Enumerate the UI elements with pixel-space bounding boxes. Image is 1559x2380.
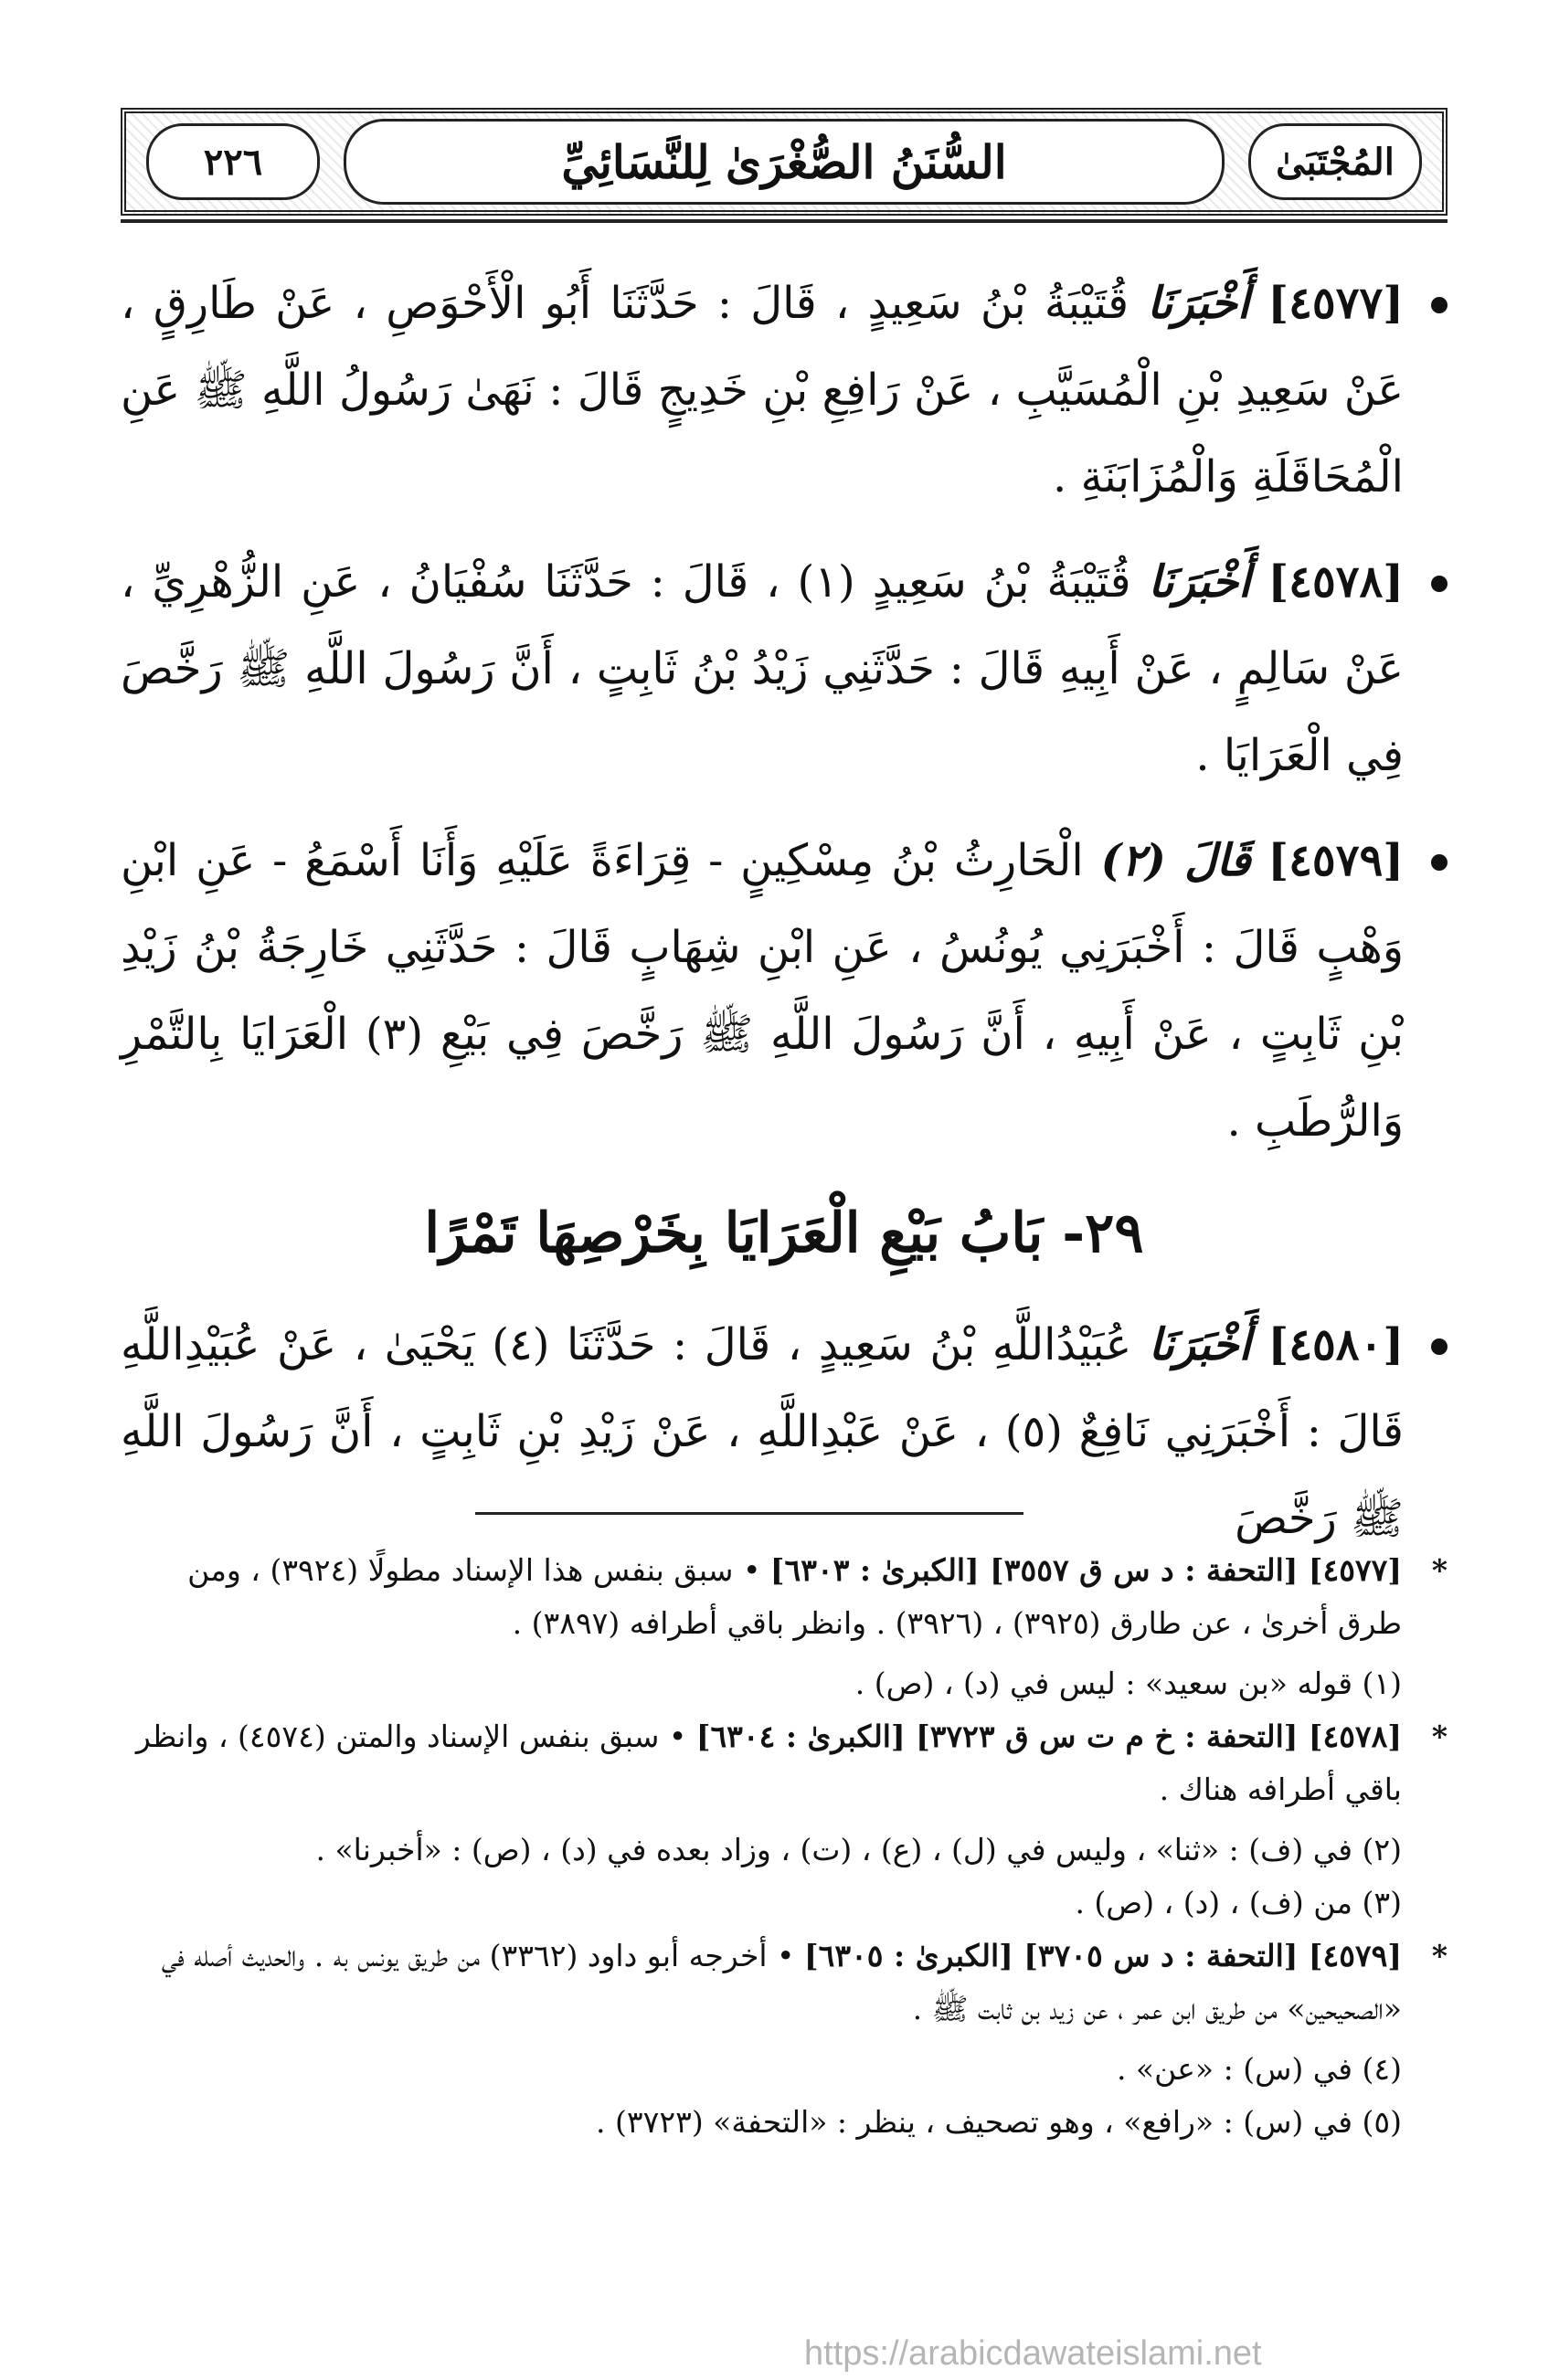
hadith-text: قُتَيْبَةُ بْنُ سَعِيدٍ ، قَالَ : حَدَّثَنَا أَبُو الْأَحْوَصِ ، عَنْ طَارِقٍ ، عَنْ سَعِيدِ بْنِ الْمُسَيَّبِ ، عَنْ رَافِعِ بْنِ خَدِيجٍ قَالَ : نَهَىٰ رَسُولُ اللَّهِ ﷺ عَنِ الْمُحَاقَلَةِ وَالْمُزَابَنَةِ . [121,278,1404,502]
hadith-lead: أَخْبَرَنَا [1147,278,1250,329]
note-star: * [1431,1552,1448,1588]
note-4578 [121,1710,1448,1816]
note-text: • أخرجه أبو داود (٣٣٦٢) من طريق يونس به . والحديث أصله في «الصحيحين» من طريق ابن عمر ، عن زيد بن ثابت ﷺ . [161,1938,1402,2026]
note-text: • سبق بنفس هذا الإسناد مطولًا (٣٩٢٤) ، ومن طرق أخرىٰ ، عن طارق (٣٩٢٥) ، (٣٩٢٦) . وانظر باقي أطرافه (٣٨٩٧) . [187,1552,1402,1641]
hadith-number: [٤٥٧٧] [1267,278,1404,329]
main-text [121,260,1448,1581]
hadith-text: عُبَيْدُاللَّهِ بْنُ سَعِيدٍ ، قَالَ : حَدَّثَنَا (٤) يَحْيَىٰ ، عَنْ عُبَيْدِاللَّهِ قَالَ : أَخْبَرَنِي نَافِعٌ (٥) ، عَنْ عَبْدِاللَّهِ ، عَنْ زَيْدِ بْنِ ثَابِتٍ ، أَنَّ رَسُولَ اللَّهِ ﷺ رَخَّصَ [121,1319,1404,1544]
note-head: [٤٥٧٩] [التحفة : د س ٣٧٠٥] [الكبرىٰ : ٦٣٠٥] [804,1938,1402,1973]
running-title: السُّنَنُ الصُّغْرَىٰ لِلنَّسَائِيِّ [344,119,1225,205]
page-number: ٢٢٦ [146,123,320,200]
hadith-number: [٤٥٨٠] [1267,1319,1405,1370]
note-4579 [121,1930,1448,2036]
footnote-5: (٥) في (س) : «رافع» ، وهو تصحيف ، ينظر : «التحفة» (٣٧٢٣) . [596,2104,1402,2140]
header-rule [121,219,1448,223]
bullet-dot [1431,854,1448,871]
hadith-lead: قَالَ (٢) [1100,835,1251,886]
note-head: [٤٥٧٨] [التحفة : خ م ت س ق ٣٧٢٣] [الكبرىٰ : ٦٣٠٤] [695,1719,1402,1754]
footnote-4: (٤) في (س) : «عن» . [1116,2051,1402,2087]
hadith-text: الْحَارِثُ بْنُ مِسْكِينٍ - قِرَاءَةً عَلَيْهِ وَأَنَا أَسْمَعُ - عَنِ ابْنِ وَهْبٍ قَالَ : أَخْبَرَنِي يُونُسُ ، عَنِ ابْنِ شِهَابٍ قَالَ : حَدَّثَنِي خَارِجَةُ بْنُ زَيْدِ بْنِ ثَابِتٍ ، عَنْ أَبِيهِ ، أَنَّ رَسُولَ اللَّهِ ﷺ رَخَّصَ فِي بَيْعِ (٣) الْعَرَايَا بِالتَّمْرِ وَالرُّطَبِ . [121,835,1404,1147]
bullet-dot [1431,576,1448,592]
hadith-number: [٤٥٧٩] [1267,835,1404,886]
footnote-separator [475,1512,1023,1515]
hadith-4577 [121,260,1448,521]
note-head: [٤٥٧٧] [التحفة : د س ق ٣٥٥٧] [الكبرىٰ : ٦٣٠٣] [769,1552,1402,1588]
hadith-text: قُتَيْبَةُ بْنُ سَعِيدٍ (١) ، قَالَ : حَدَّثَنَا سُفْيَانُ ، عَنِ الزُّهْرِيِّ ، عَنْ سَالِمٍ ، عَنْ أَبِيهِ قَالَ : حَدَّثَنِي زَيْدُ بْنُ ثَابِتٍ ، أَنَّ رَسُولَ اللَّهِ ﷺ رَخَّصَ فِي الْعَرَايَا . [121,556,1404,781]
chapter-heading: ٢٩- بَابُ بَيْعِ الْعَرَايَا بِخَرْصِهَا تَمْرًا [424,1201,1144,1265]
note-star: * [1431,1719,1448,1754]
hadith-lead: أَخْبَرَنَا [1148,1319,1251,1370]
note-star: * [1431,1938,1448,1973]
bullet-dot [1431,1338,1448,1355]
note-text: • سبق بنفس الإسناد والمتن (٤٥٧٤) ، وانظر باقي أطرافه هناك . [135,1719,1402,1807]
hadith-4580 [121,1302,1448,1562]
book-ornament-label: المُجْتَبَىٰ [1248,123,1422,200]
page-header-frame [121,108,1448,216]
footnote-1: (١) قوله «بن سعيد» : ليس في (د) ، (ص) . [854,1666,1402,1701]
footnote-2: (٢) في (ف) : «ثنا» ، وليس في (ل) ، (ع) ، (ت) ، وزاد بعده في (د) ، (ص) : «أخبرنا» . [315,1832,1402,1867]
hadith-4579 [121,818,1448,1165]
hadith-number: [٤٥٧٨] [1267,556,1404,608]
footnote-3: (٣) من (ف) ، (د) ، (ص) . [1075,1885,1402,1920]
bullet-dot [1431,297,1448,313]
note-4577 [121,1544,1448,1650]
hadith-lead: أَخْبَرَنَا [1148,556,1251,608]
footnotes [121,1544,1448,2149]
watermark: https://arabicdawateislami.net [804,2334,1262,2373]
hadith-4578 [121,539,1448,799]
